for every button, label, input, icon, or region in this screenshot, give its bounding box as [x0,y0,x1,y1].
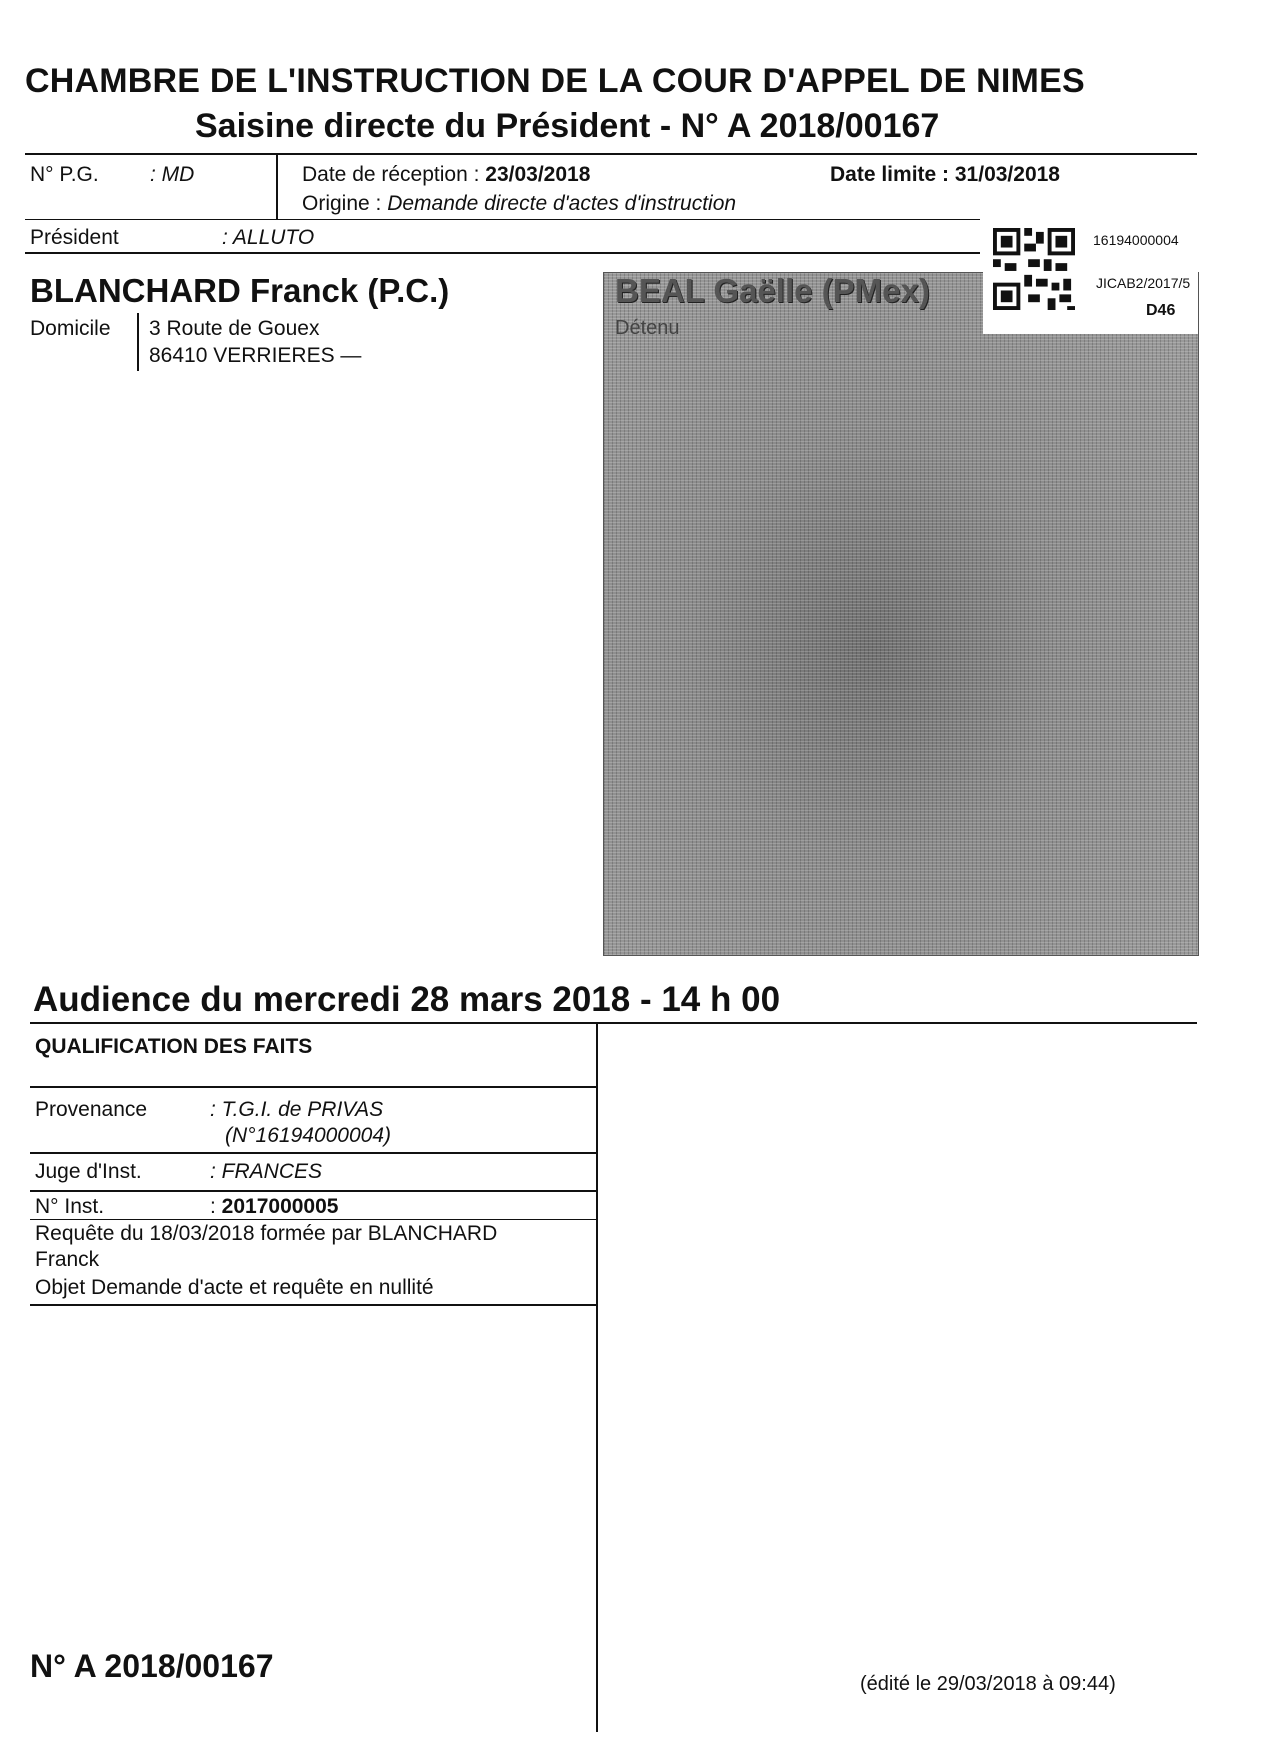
origine [302,192,736,216]
juge-label: Juge d'Inst. [35,1160,142,1183]
juge-underline [30,1190,596,1192]
inst-value-group [210,1195,338,1219]
pg-divider [276,155,278,219]
party2-status: Détenu [615,317,680,339]
origine-value: Demande directe d'actes d'instruction [387,192,737,215]
limit-label: Date limite : [830,163,955,186]
juge-value: : FRANCES [210,1160,323,1183]
audience-title: Audience du mercredi 28 mars 2018 - 14 h 00 [33,980,781,1019]
reception-value: 23/03/2018 [485,163,591,186]
provenance-number: (N°16194000004) [225,1124,392,1147]
limit-date [830,163,1060,187]
limit-value: 31/03/2018 [954,163,1060,186]
inst-label: N° Inst. [35,1195,105,1218]
origine-underline [25,219,980,220]
inst-colon: : [210,1195,222,1218]
address-line2: 86410 VERRIERES — [149,344,362,367]
pg-label: N° P.G. [30,163,99,186]
reception-date [302,163,590,187]
provenance-label: Provenance [35,1098,148,1121]
document-title: CHAMBRE DE L'INSTRUCTION DE LA COUR D'APPEL DE NIMES [25,62,1085,100]
president-value: : ALLUTO [222,226,315,249]
party2-name: BEAL Gaëlle (PMex) [615,272,930,309]
requete-line2: Franck [35,1248,100,1271]
qr-code-icon [993,228,1075,310]
qualification-underline [30,1086,596,1088]
qualification-heading: QUALIFICATION DES FAITS [35,1035,313,1058]
pg-value: : MD [150,163,195,186]
domicile-label: Domicile [30,317,111,340]
reception-label: Date de réception : [302,163,486,186]
inst-underline [30,1219,596,1220]
origine-label: Origine : [302,192,388,215]
audience-underline [30,1022,1197,1024]
audience-column-divider [596,1022,598,1732]
edited-timestamp: (édité le 29/03/2018 à 09:44) [860,1673,1116,1695]
provenance-underline [30,1152,596,1154]
document-subtitle: Saisine directe du Président - N° A 2018/00167 [195,107,940,145]
party1-name: BLANCHARD Franck (P.C.) [30,272,450,309]
objet-underline [30,1304,596,1306]
domicile-divider [137,313,139,371]
qr-code-line2: JICAB2/2017/5 [1096,275,1191,291]
president-label: Président [30,226,119,249]
objet-line: Objet Demande d'acte et requête en nullité [35,1276,434,1299]
header-divider [25,153,1197,155]
address-line1: 3 Route de Gouex [149,317,320,340]
redacted-photo [603,272,1199,956]
qr-code-line3: D46 [1146,302,1176,319]
requete-line1: Requête du 18/03/2018 formée par BLANCHARD [35,1222,498,1245]
qr-code-line1: 16194000004 [1093,232,1179,248]
provenance-value: : T.G.I. de PRIVAS [210,1098,384,1121]
inst-value: 2017000005 [221,1195,339,1218]
president-underline [25,252,980,254]
footer-case-number: N° A 2018/00167 [30,1648,274,1684]
